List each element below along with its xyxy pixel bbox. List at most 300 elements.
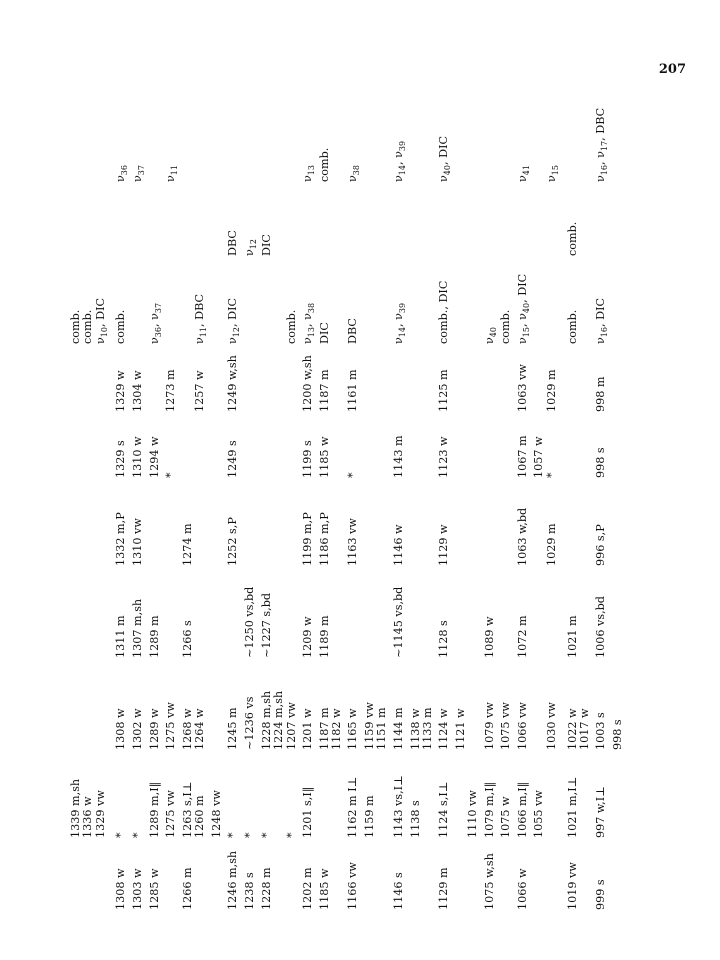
table-cell [82,344,94,412]
table-cell [376,412,388,478]
table-cell [480,412,501,478]
table-cell [244,412,261,478]
table-cell [410,256,422,344]
table-cell [211,100,223,182]
table-cell [533,478,545,566]
table-cell: 1228 m,sh [259,690,273,750]
table-cell [546,838,563,910]
table-cell [331,838,343,910]
table-row [165,100,182,910]
table-cell: 1066 m,I‖ [515,781,529,838]
table-cell [244,256,261,344]
table-cell [434,182,455,256]
table-cell [455,838,467,910]
table-cell [194,838,211,910]
table-cell: 997 w,I⊥ [594,786,608,838]
table-cell: 1128 s [437,620,451,658]
table-cell [95,838,112,910]
table-row [376,100,388,910]
table-cell [286,100,298,182]
table-row [343,100,364,910]
table-cell [331,566,343,658]
table-cell [410,478,422,566]
table-cell: 1245 m [226,707,240,750]
table-cell [331,256,343,344]
table-cell [563,100,579,182]
table-row [455,100,467,910]
table-cell: ~1236 vs [243,696,257,750]
table-cell: comb. [284,309,298,344]
table-cell [467,412,479,478]
table-cell: 1274 m [181,523,195,566]
table-cell [579,344,591,412]
table-cell: $\nu_{14}$, $\nu_{39}$ [391,140,408,182]
table-row [298,100,319,910]
table-cell: comb. [565,309,579,344]
table-cell [132,182,149,256]
table-cell [286,478,298,566]
table-row [182,100,194,910]
table-cell: 1329 vw [93,790,107,838]
table-cell: * [284,832,298,838]
table-cell: comb. [114,309,128,344]
table-cell [194,566,211,658]
rotated-table-container [70,100,660,910]
table-cell: comb. [317,147,331,182]
table-cell: $\nu_{11}$ [164,165,180,182]
table-cell: 1066 vw [515,702,529,750]
table-cell [467,100,479,182]
table-cell [455,256,467,344]
table-cell [165,838,182,910]
table-row [612,100,624,910]
table-cell [319,182,331,256]
table-cell: comb., DIC [437,280,451,344]
table-row [563,100,579,910]
table-cell: 1285 w [147,868,161,910]
table-cell [331,478,343,566]
table-cell [376,256,388,344]
table-cell: 1079 m,I‖ [482,781,496,838]
table-cell [211,658,223,750]
table-row [223,100,244,910]
table-cell: 1294 w [147,436,161,478]
table-cell: $\nu_{11}$, DBC [193,293,209,344]
table-cell: 998 m [594,376,608,412]
table-cell: 1066 w [515,868,529,910]
table-cell [389,182,410,256]
table-cell [244,344,261,412]
table-cell [343,182,364,256]
table-cell [95,658,112,750]
table-row [591,100,612,910]
table-cell: 1238 s [243,872,257,910]
table-cell: 1273 m [164,369,178,412]
table-cell [500,344,512,412]
table-cell [343,566,364,658]
table-row [364,100,376,910]
table-cell: 1275 vw [164,702,178,750]
table-cell: 1030 vw [544,702,558,750]
table-cell [82,658,94,750]
table-cell [165,182,182,256]
table-cell [95,478,112,566]
table-cell: 1021 m [565,615,579,658]
table-cell [95,182,112,256]
table-cell: 1182 w [330,708,344,750]
table-cell [165,566,182,658]
table-cell [182,412,194,478]
table-cell [82,566,94,658]
table-cell: 1138 s [408,800,422,838]
table-cell [500,412,512,478]
table-cell [211,344,223,412]
table-cell: 1275 vw [164,790,178,838]
table-cell [95,412,112,478]
table-cell [376,478,388,566]
table-cell: 1124 s,I⊥ [437,781,451,838]
table-cell [111,182,132,256]
table-cell: 1089 w [482,616,496,658]
table-row [194,100,211,910]
table-cell [455,566,467,658]
table-row [434,100,455,910]
table-cell: 1185 w [317,436,331,478]
table-row [389,100,410,910]
table-cell: 1202 m [300,867,314,910]
table-cell [165,256,182,344]
table-cell [261,412,273,478]
table-cell: comb. [81,309,95,344]
table-cell [376,344,388,412]
table-cell [410,100,422,182]
table-cell [211,182,223,256]
table-cell: 1257 w [193,370,207,412]
table-cell: 1249 w,sh [226,355,240,412]
table-cell: 1144 m [391,707,405,750]
table-cell: 1201 w [300,708,314,750]
table-cell [261,344,273,412]
table-cell: 1124 w [437,708,451,750]
table-cell [612,412,624,478]
table-cell [546,750,563,838]
table-cell: 1249 s [226,440,240,478]
table-cell [211,566,223,658]
table-row [422,100,434,910]
table-cell: $\nu_{15}$ [544,165,561,182]
table-cell: DBC [346,318,360,344]
table-cell [612,566,624,658]
table-cell [376,750,388,838]
table-row [579,100,591,910]
table-cell [70,566,82,658]
table-cell: 1310 vw [131,518,145,566]
table-cell: DBC [226,230,240,256]
table-row [500,100,512,910]
table-cell: $\nu_{40}$, DIC [437,135,453,182]
table-cell [579,566,591,658]
table-cell [467,344,479,412]
table-cell: ~1145 vs,bd [391,586,405,658]
table-cell [273,412,285,478]
table-cell [261,256,273,344]
table-cell: 1339 m,sh [69,778,82,838]
table-cell [211,838,223,910]
table-cell: $\nu_{10}$, DIC [93,297,110,344]
table-cell [70,478,82,566]
table-cell [422,256,434,344]
table-cell: 1329 w [114,370,128,412]
table-cell: 1199 s [300,440,314,478]
table-cell [455,344,467,412]
table-cell: 1201 s,I‖ [300,786,314,838]
table-cell: 1029 m [544,523,558,566]
table-cell: $\nu_{36}$ [114,165,130,182]
page-number: 207 [658,62,686,77]
table-cell: 1308 w [114,868,128,910]
table-cell [389,344,410,412]
table-cell [376,100,388,182]
table-cell [70,412,82,478]
table-row [513,100,534,910]
table-cell [579,478,591,566]
table-cell [70,658,82,750]
table-cell [422,566,434,658]
table-cell: * [226,832,240,838]
table-cell: 1075 w [499,796,513,838]
table-cell [331,750,343,838]
table-cell: 1006 vs,bd [594,596,608,658]
table-cell: 1224 m,sh [272,690,286,750]
table-cell [579,838,591,910]
table-cell [286,412,298,478]
table-body [70,100,624,910]
table-cell [331,344,343,412]
table-cell [298,182,319,256]
table-cell [500,100,512,182]
table-cell: 1329 s [114,440,128,478]
table-cell [500,838,512,910]
table-cell [410,412,422,478]
table-cell: 1017 w [577,708,591,750]
table-cell [82,100,94,182]
table-cell: 1055 vw [532,790,546,838]
table-cell: 1266 m [181,867,195,910]
table-cell [422,344,434,412]
table-cell [211,256,223,344]
table-cell [612,750,624,838]
table-cell: 1159 m [363,795,377,838]
table-cell: 1129 m [437,867,451,910]
table-cell [467,478,479,566]
table-cell: 1187 m [317,369,331,412]
table-cell: 1268 w [181,708,195,750]
table-cell [244,100,261,182]
table-cell: $\nu_{12}$ [243,239,259,256]
table-cell: 1003 s [594,712,608,750]
table-cell [533,100,545,182]
table-cell: 1303 w [131,868,145,910]
table-cell [455,182,467,256]
table-cell [182,182,194,256]
table-cell [546,182,563,256]
table-cell [467,182,479,256]
table-cell [286,838,298,910]
table-cell: 1143 vs,I⊥ [391,775,405,838]
table-cell [533,256,545,344]
table-row [286,100,298,910]
table-cell [455,478,467,566]
table-cell: * [164,472,178,478]
table-cell [149,100,166,182]
table-cell: 1146 w [391,524,405,566]
table-row [149,100,166,910]
table-cell: 1165 w [346,708,360,750]
table-cell [95,344,112,412]
table-cell [364,100,376,182]
table-cell: 1187 m [317,707,331,750]
table-cell: 1310 w [131,436,145,478]
table-cell: * [114,832,128,838]
table-cell [579,256,591,344]
table-cell [331,412,343,478]
table-cell [579,750,591,838]
table-cell: $\nu_{40}$ [482,327,499,344]
table-cell [612,256,624,344]
table-cell [376,838,388,910]
vibrational-frequency-table [70,100,624,910]
table-cell: 1159 vw [363,702,377,750]
table-cell [194,478,211,566]
table-cell: 1079 vw [482,702,496,750]
table-cell [455,412,467,478]
table-cell: 1228 m [259,867,273,910]
table-cell: 1332 m,P [114,512,128,566]
table-cell [82,838,94,910]
table-cell [480,100,501,182]
table-cell [364,566,376,658]
table-row [546,100,563,910]
table-cell [422,182,434,256]
table-cell: $\nu_{16}$, DIC [594,297,610,344]
table-cell: 1209 w [300,616,314,658]
table-cell [579,100,591,182]
table-cell [612,478,624,566]
table-cell: $\nu_{36}$, $\nu_{37}$ [147,302,163,344]
table-row [244,100,261,910]
table-cell: 1263 s,I⊥ [181,781,195,838]
table-cell: 1075 w,sh [482,853,496,910]
table-cell [422,100,434,182]
table-cell: 1248 vw [210,790,224,838]
table-cell [70,344,82,412]
table-cell: comb. [499,309,513,344]
table-cell [563,412,579,478]
table-cell: 1110 vw [466,790,480,838]
table-cell: 1146 s [391,872,405,910]
table-cell: comb. [565,221,579,256]
table-cell [273,182,285,256]
table-cell: * [243,832,257,838]
table-row [319,100,331,910]
table-cell [70,182,82,256]
table-cell: 1289 m [147,615,161,658]
table-cell: 1200 w,sh [300,355,314,412]
table-cell [563,478,579,566]
table-cell: $\nu_{13}$ [300,165,317,182]
table-cell: 1302 w [131,708,145,750]
table-cell: $\nu_{15}$, $\nu_{40}$, DIC [515,273,532,344]
table-cell: 1246 m,sh [226,850,240,910]
table-cell [455,100,467,182]
table-cell [410,182,422,256]
table-cell [467,838,479,910]
table-cell [223,100,244,182]
table-cell: 1163 vw [346,518,360,566]
table-cell: 1063 vw [515,364,529,412]
table-cell [223,566,244,658]
table-cell [244,478,261,566]
table-cell [82,182,94,256]
table-cell: 996 s,P [594,524,608,566]
table-cell [364,412,376,478]
table-cell: $\nu_{16}$, $\nu_{17}$, DBC [594,107,610,182]
table-cell [286,344,298,412]
table-cell: 1125 m [437,369,451,412]
table-cell [563,344,579,412]
table-cell: 1252 s,P [226,517,240,566]
table-cell [612,100,624,182]
table-cell [376,566,388,658]
table-cell: * [259,832,273,838]
table-cell: 1266 s [181,620,195,658]
table-cell: 1166 vw [346,862,360,910]
table-cell: 998 s [594,447,608,478]
table-cell: DIC [259,234,273,256]
table-cell: * [131,832,145,838]
table-cell [612,838,624,910]
table-cell: 1151 m [375,707,389,750]
table-cell [194,412,211,478]
table-cell: $\nu_{13}$, $\nu_{38}$ [300,302,317,344]
table-cell [579,182,591,256]
table-cell [286,182,298,256]
table-cell: $\nu_{12}$, DIC [226,297,242,344]
table-cell: 1207 vw [284,702,298,750]
table-cell [500,566,512,658]
table-cell: ~1250 vs,bd [243,586,257,658]
table-cell: 1264 w [193,708,207,750]
table-cell [261,478,273,566]
table-cell [364,344,376,412]
table-cell [533,838,545,910]
table-cell: 1161 m [346,369,360,412]
table-cell [546,256,563,344]
table-cell [612,344,624,412]
table-cell [533,344,545,412]
table-cell: DIC [317,322,331,344]
table-cell [70,838,82,910]
table-cell [95,566,112,658]
table-cell [273,256,285,344]
table-cell [364,478,376,566]
table-cell [165,478,182,566]
table-cell [500,478,512,566]
table-cell: 998 s [610,719,624,750]
table-row [533,100,545,910]
table-cell [273,344,285,412]
table-cell [376,182,388,256]
